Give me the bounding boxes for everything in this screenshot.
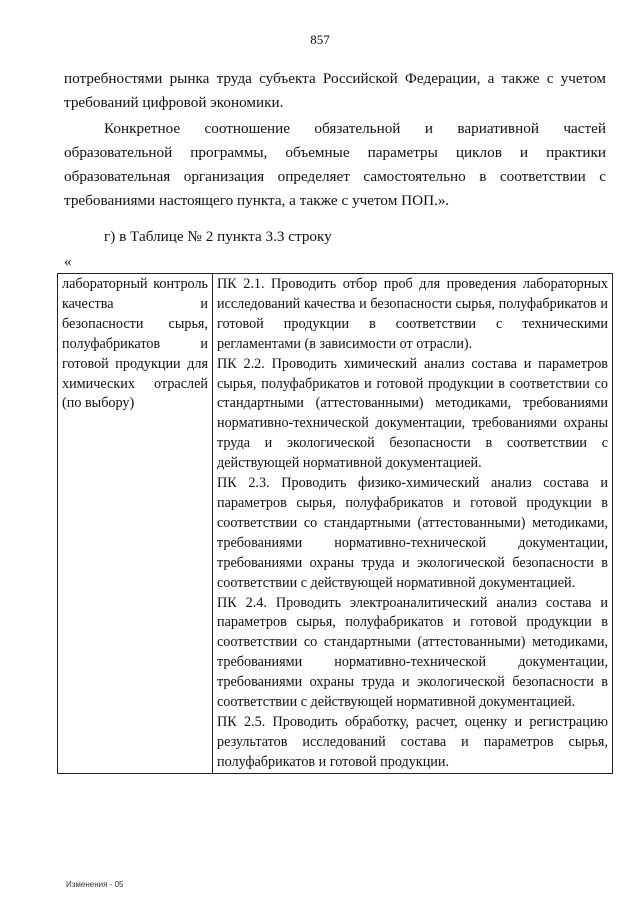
table-row (58, 274, 613, 774)
competency-pk-2-2: ПК 2.2. Проводить химический анализ состава и параметров сырья, полуфабрикатов и готовой продукции в соответствии со стандартными (аттестованными) методиками, требованиями нормативно-технической документации, требованиями охраны труда и экологической безопасности в соответствии с действующей нормативной документацией. (217, 355, 608, 472)
competencies-cell (213, 274, 613, 774)
opening-quote-mark: « (64, 254, 72, 270)
paragraph: потребностями рынка труда субъекта Российской Федерации, а также с учетом требований цифровой экономики. (64, 70, 606, 111)
competency-pk-2-1: ПК 2.1. Проводить отбор проб для проведения лабораторных исследований качества и безопасности сырья, полуфабрикатов и готовой продукции в соответствии с техническими регламентами (в зависимости от отрасли). (217, 276, 608, 352)
paragraph: г) в Таблице № 2 пункта 3.3 строку (104, 228, 332, 245)
competency-table (57, 273, 613, 774)
footer-revision-note: Изменения - 05 (66, 880, 124, 889)
paragraph-program-ratio (64, 117, 606, 213)
paragraph-table-reference (64, 225, 606, 249)
competency-pk-2-3: ПК 2.3. Проводить физико-химический анализ состава и параметров сырья, полуфабрикатов и готовой продукции в соответствии со стандартными (аттестованными) методиками, требованиями нормативно-технической документации, требованиями охраны труда и экологической безопасности в соответствии с действующей нормативной документацией. (217, 475, 608, 591)
page-number: 857 (310, 32, 330, 47)
competency-pk-2-5: ПК 2.5. Проводить обработку, расчет, оценку и регистрацию результатов исследований состава и параметров сырья, полуфабрикатов и готовой продукции. (217, 713, 608, 770)
paragraph: Конкретное соотношение обязательной и вариативной частей образовательной программы, объемные параметры циклов и практики образовательная организация определяет самостоятельно в соответствии с требованиями настоящего пункта, а также с учетом ПОП.». (64, 120, 606, 209)
paragraph-continuation (64, 67, 606, 115)
competency-pk-2-4: ПК 2.4. Проводить электроаналитический анализ состава и параметров сырья, полуфабрикатов и готовой продукции в соответствии со стандартными (аттестованными) методиками, требованиями нормативно-технической документации, требованиями охраны труда и экологической безопасности в соответствии с действующей нормативной документацией. (217, 594, 608, 711)
activity-type-cell: лабораторный контроль качества и безопасности сырья, полуфабрикатов и готовой продукции для химических отраслей (по выбору) (58, 274, 213, 774)
